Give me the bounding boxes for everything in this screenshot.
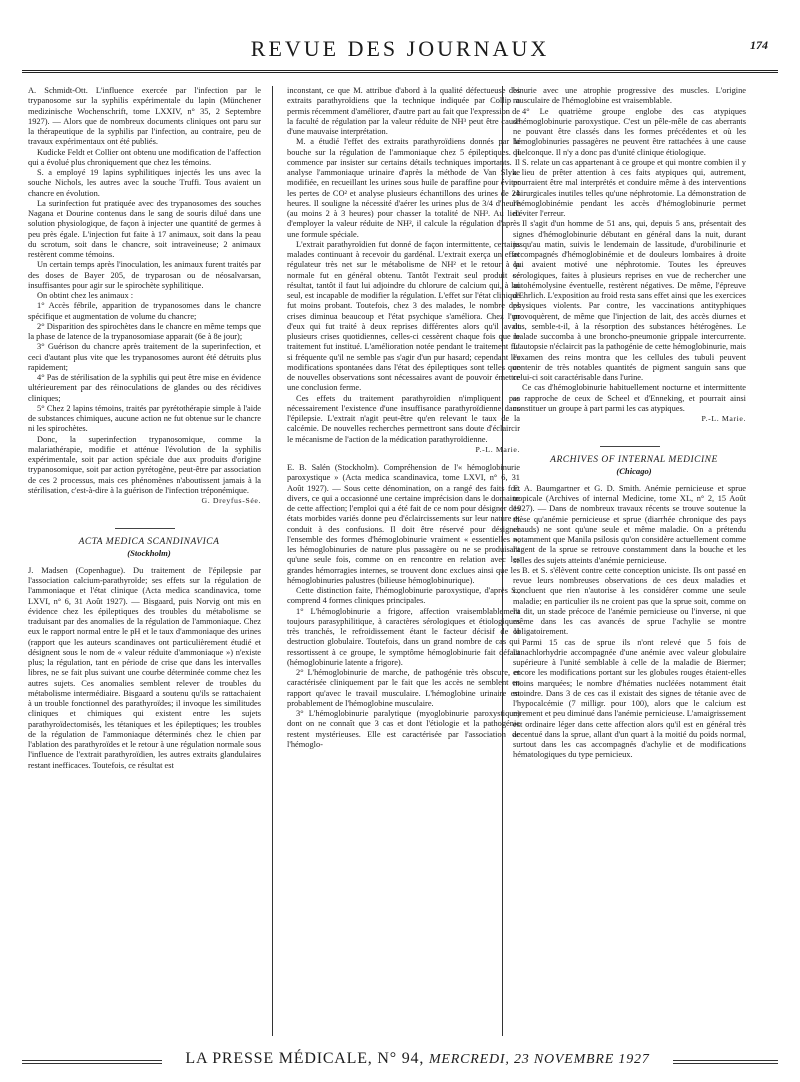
paragraph: B. et S. s'élèvent contre cette conception uniciste. Ils ont passé en revue leurs nombreuses observations de ces deux maladies et concluent que rien n'autorise à les considérer comme une seule maladie; en particulier ils ne croient pas que la sprue soit, comme on l'a dit, un stade précoce de l'anémie pernicieuse ou l'inverse, ni que même dans les cas avancés de sprue l'achylie se montre obligatoirement. bbox=[513, 565, 746, 637]
paragraph: S. a employé 19 lapins syphilitiques injectés les uns avec la souche Nichols, les autres avec la souche Truffi. Tous avaient un chancre en évolution. bbox=[28, 168, 261, 198]
column-middle bbox=[287, 86, 520, 1046]
page-header bbox=[22, 28, 778, 66]
journal-section-title: REVUE DES JOURNAUX bbox=[250, 36, 550, 61]
column-right bbox=[513, 86, 746, 1046]
list-item: 1° Accès fébrile, apparition de trypanosomes dans le chancre spécifique et augmentation de volume du chancre; bbox=[28, 301, 261, 321]
article-schmidt-ott-lead: A. Schmidt-Ott. L'influence exercée par l'infection par le trypanosome sur la syphilis expérimentale du lapin (Münchener medizinische Wochenschrift, tome LXXIV, n° 35, 2 Septembre 1927). — Alors que de nombreux documents cliniques ont paru sur la thérapeutique de la syphilis par l'infection, au contraire, peu de travaux expérimentaux ont été publiés. bbox=[28, 86, 261, 147]
paragraph: Il s'agit d'un homme de 51 ans, qui, depuis 5 ans, présentait des signes d'hémoglobinurie débutant en général dans la nuit, durant jusqu'au matin, suivis le lendemain de lassitude, d'urobilinurie et accompagnés d'hémoglobinémie et de douleurs lombaires à droite qui avaient motivé une néphrotomie. Toutes les épreuves sérologiques, faites à plusieurs reprises en vue de rechercher une autohémolysine éventuelle, restèrent négatives. De même, l'épreuve d'Ehrlich. L'exposition au froid resta sans effet ainsi que les exercices physiques violents. Par contre, les vaccinations antityphiques provoquèrent, de même que l'injection de lait, des accès diurnes et dus, semble-t-il, à la résorption des substances hétérogènes. Le malade succomba à une broncho-pneumonie grippale intercurrente. L'autopsie n'éclaircit pas la pathogénie de cette hémoglobinurie, mais l'examen des reins montra que les cellules des tubuli peuvent contenir de très notables quantités de pigment sanguin sans que celui-ci soit caractérisable dans l'urine. bbox=[513, 219, 746, 382]
list-item: 4° Pas de stérilisation de la syphilis qui peut être mise en évidence ultérieurement par des réinoculations de glandes ou des récidives cliniques; bbox=[28, 373, 261, 403]
footer-date: MERCREDI, 23 NOVEMBRE 1927 bbox=[428, 1052, 650, 1067]
author-signature: P.-L. Marie. bbox=[701, 414, 746, 423]
paragraph: Ce cas d'hémoglobinurie habituellement nocturne et intermittente se rapproche de ceux de Scheel et d'Enneking, et pourrait ainsi constituer un groupe à part parmi les cas atypiques. bbox=[513, 383, 746, 413]
paragraph: Parmi 15 cas de sprue ils n'ont relevé que 5 fois de l'anachlorhydrie accompagnée d'une anémie avec valeur globulaire supérieure à l'unité semblable à celle de la maladie de Biermer; encore les modifications portant sur les globules rouges étaient-elles moins marquées; le nombre d'hématies nucléées notamment était moindre. Dans 3 de ces cas il existait des signes de tétanie avec de l'hypocalcémie (7 milligr. pour 100), alors que le calcium est rarement et peu diminué dans l'anémie pernicieuse. L'amaigrissement est ordinaire léger dans cette affection alors qu'il est en général très accentué dans la sprue, allant d'un quart à la moitié du poids normal, surtout dans les cas accompagnés d'achylie et de modifications hématologiques du type pernicieux. bbox=[513, 637, 746, 760]
list-item: 3° L'hémoglobinurie paralytique (myoglobinurie paroxystique) dont on ne connaît que 3 cas et dont l'étiologie et la pathogénie restent mystérieuses. Elle est caractérisée par l'association de l'hémoglo- bbox=[287, 709, 520, 749]
paragraph: Un certain temps après l'inoculation, les animaux furent traités par des doses de Bayer 205, de tryparosan ou de néosalvarsan, insuffisantes pour agir sur le spirochète syphilitique. bbox=[28, 260, 261, 290]
author-signature: G. Dreyfus-Sée. bbox=[201, 496, 261, 505]
list-item: 3° Guérison du chancre après traitement de la superinfection, et ceci d'autant plus vite que les trypanosomes auront été détruits plus rapidement; bbox=[28, 342, 261, 372]
paragraph: L'extrait parathyroïdien fut donné de façon intermittente, certains malades continuant à recevoir du gardénal. L'extrait exerça un effet régulateur très net sur le métabolisme de NH² et le retour à la normale fut en général obtenu. Tantôt l'extrait seul produit ce résultat, tantôt il faut lui adjoindre du chlorure de calcium qui, à lui seul, est incapable de modifier la régulation. L'effet sur l'état clinique fut moins probant. Toutefois, chez 3 des malades, le nombre des crises diminua beaucoup et l'état psychique s'améliora. Chez l'un d'eux qui fut traité à deux reprises différentes alors qu'il avait plusieurs crises quotidiennes, celles-ci cessèrent chaque fois que le traitement fut institué. L'amélioration notée pendant le traitement fut si fréquente qu'il ne semble pas s'agir d'un pur hasard; cependant les modifications spontanées dans l'état des épileptiques sont telles que de nouvelles observations sont nécessaires avant de pouvoir émettre une conclusion ferme. bbox=[287, 239, 520, 393]
paragraph: Ces effets du traitement parathyroïdien n'impliquent pas nécessairement l'existence d'une insuffisance parathyroïdienne dans l'épilepsie. L'extrait n'agit peut-être qu'en relevant le taux de la calcémie. De nouvelles recherches permettront sans doute d'éclaircir le mécanisme de l'action de la médication parathyroïdienne. bbox=[287, 393, 520, 444]
footer-publication: LA PRESSE MÉDICALE, N° 94, bbox=[185, 1050, 425, 1067]
article-baumgartner-lead: E. A. Baumgartner et G. D. Smith. Anémie pernicieuse et sprue tropicale (Archives of internal Medicine, tome XL, n° 2, 15 Août 1927). — Dans de nombreux travaux récents se trouve soutenue la thèse qu'anémie pernicieuse et sprue (diarrhée chronique des pays chauds) ne sont qu'une seule et même maladie. On a prétendu notamment que Manila psilosis qu'on considère actuellement comme l'agent de la sprue se retrouve constamment dans la bouche et les selles des sujets atteints d'anémie pernicieuse. bbox=[513, 483, 746, 565]
page-footer bbox=[22, 1050, 778, 1070]
page-number: 174 bbox=[750, 38, 768, 52]
section-heading: ACTA MEDICA SCANDINAVICA bbox=[78, 537, 220, 548]
paragraph: Donc, la superinfection trypanosomique, comme la malariathérapie, modifie et atténue l'évolution de la syphilis expérimentale, soit par action spéciale due aux produits d'origine trypanosomique, soit par action pyrétogène, peut-être par association de ces 2 processus, mais ces phénomènes n'aboutissent jamais à la stérilisation, c'est-à-dire à la guérison de l'infection tréponémique. bbox=[28, 434, 261, 495]
author-signature: P.-L. Marie. bbox=[475, 444, 520, 454]
header-rule bbox=[22, 70, 778, 73]
paragraph: inconstant, ce que M. attribue d'abord à la qualité défectueuse des extraits parathyroïdiens que la technique indiquée par Collip a permis récemment d'améliorer, d'autre part au fait que l'expression de la faculté de régulation par la valeur réduite de NH³ peut être cause d'une mauvaise interprétation. bbox=[287, 86, 520, 136]
list-item: 5° Chez 2 lapins témoins, traités par pyrétothérapie simple à l'aide de substances chimiques, aucune action ne fut obtenue sur le chancre ni les spirochètes. bbox=[28, 403, 261, 434]
section-city: (Chicago) bbox=[616, 465, 652, 476]
column-left bbox=[28, 86, 261, 1046]
paragraph: S. relate un cas appartenant à ce groupe et qui montre combien il y a lieu de prêter attention à ces faits atypiques qui, autrement, pourraient être mal interprétés et conduire même à des interventions chirurgicales inutiles telles qu'une néphrotomie. La démonstration de l'hémoglobinémie pendant les accès d'hémoglobinurie permet d'éviter l'erreur. bbox=[513, 157, 746, 218]
paragraph: Cette distinction faite, l'hémoglobinurie paroxystique, d'après S., comprend 4 formes cliniques principales. bbox=[287, 586, 520, 606]
column-divider bbox=[272, 86, 273, 1036]
list-item: 2° L'hémoglobinurie de marche, de pathogénie très obscure, et caractérisée cliniquement par le fait que les accès ne semblent en rapport qu'avec le travail musculaire. L'hémoglobine urinaire est probablement de l'hémoglobine musculaire. bbox=[287, 668, 520, 708]
article-madsen-lead: J. Madsen (Copenhague). Du traitement de l'épilepsie par l'association calcium-parathyroïde; ses effets sur la régulation de l'ammoniaque et l'état clinique (Acta medica scandinavica, tome LXVI, n° 6, 31 Août 1927). — Bisgaard, puis Norvig ont mis en évidence chez les épileptiques des troubles du métabolisme se traduisant par des anomalies de la régulation de l'ammoniaque. Chez eux le rapport normal entre le pH et le taux d'ammoniaque des urines (rapport que les auteurs scandinaves ont particulièrement étudié et désignent sous le nom de « valeur réduite d'ammoniaque ») n'existe plus; la régulation, tant en période de crise que dans les intervalles libres, ne se fait plus suivant une courbe déterminée comme chez les autres sujets. Ces anomalies semblent relever de troubles du métabolisme intermédiaire. Bisgaard a soutenu qu'ils se rattachaient à un trouble fonctionnel des parathyroïdes; il invoque les similitudes cliniques et chimiques qui existent entre les sujets parathyroïdectomisés, les tétaniques et les épileptiques; les troubles de la régulation de l'ammoniaque déterminés chez le chien par l'ablation des parathyroïdes et le retour à une régulation normale sous l'influence de l'extrait parathyroïdien, les autres extraits glandulaires restant inefficaces. Toutefois, ce résultat est bbox=[28, 565, 261, 770]
paragraph: On obtint chez les animaux : bbox=[37, 291, 134, 300]
paragraph: Kudicke Feldt et Collier ont obtenu une modification de l'affection qui a évolué plus chroniquement que chez les témoins. bbox=[28, 147, 261, 167]
paragraph: La surinfection fut pratiquée avec des trypanosomes des souches Nagana et Dourine contenus dans le sang de souris dilué dans une solution physiologique, de façon à injecter une quantité de germes à peu près égale. L'injection fut faite à 17 animaux, soit dans la peau du scrotum, soit dans le chancre, soit intraveineuse; 2 animaux restèrent comme témoins. bbox=[28, 198, 261, 259]
section-city: (Stockholm) bbox=[127, 547, 171, 558]
list-item: 1° L'hémoglobinurie a frigore, affection vraisemblablement toujours parasyphilitique, à caractères sérologiques et étiologiques très tranchés, le refroidissement étant le facteur décisif de la destruction globulaire. Toutefois, dans un grand nombre de cas qui ressortissent à ce groupe, le symptôme hémoglobinurie fait défaut (hémoglobinurie latente a frigore). bbox=[287, 606, 520, 667]
list-item: 4° Le quatrième groupe englobe des cas atypiques d'hémoglobinurie paroxystique. C'est un pêle-mêle de cas aberrants ne pouvant être classés dans les formes précédentes et où les hémoglobinuries passagères ne peuvent être rattachées à une cause quelconque. Il n'y a donc pas d'unité clinique étiologique. bbox=[513, 106, 746, 157]
footer-rule-right bbox=[673, 1060, 778, 1064]
footer-rule-left bbox=[22, 1060, 162, 1064]
paragraph: binurie avec une atrophie progressive des muscles. L'origine musculaire de l'hémoglobine est vraisemblable. bbox=[513, 86, 746, 106]
paragraph: M. a étudié l'effet des extraits parathyroïdiens donnés par la bouche sur la régulation de l'ammoniaque chez 5 épileptiques. Il commence par insister sur certains détails techniques importants. Il analyse l'ammoniaque urinaire d'après la méthode de Van Slyke modifiée, en recueillant les urines sous huile de paraffine pour éviter les pertes de CO² et analyse plusieurs échantillons des urines de 24 heures. Il souligne la nécessité d'aérer les urines plus de 3/4 d'heure (au moins 2 à 3 heures) pour chasser la totalité de NH³. Au lieu d'employer la valeur réduite de NH², il calcule la régulation d'après une formule spéciale. bbox=[287, 137, 520, 239]
section-heading: ARCHIVES OF INTERNAL MEDICINE bbox=[550, 455, 718, 466]
article-salen-lead: E. B. Salén (Stockholm). Compréhension de l'« hémoglobinurie paroxystique » (Acta medica scandinavica, tome LXVI, n° 6, 31 Août 1927). — Sous cette dénomination, on a rangé des faits fort divers, ce qui a occasionné une certaine imprécision dans le domaine de cette affection; l'emploi qui a été fait de ce nom pour désigner des états morbides variés donne peu d'éclaircissements sur leur nature et conduit à des confusions. Il doit être réservé pour désigner l'ensemble des formes d'hémoglobinurie vraiment « essentielles », les hémoglobinuries de nature plus passagère ou ne se produisant qu'une seule fois, comme on en rencontre en relation avec les grandes hémorragies internes, se trouvent donc exclues ainsi que les hémoglobinuries palustres (bilieuse hémoglobinurique). bbox=[287, 463, 520, 585]
footer-title bbox=[172, 1050, 663, 1068]
list-item: 2° Disparition des spirochètes dans le chancre en même temps que la phase de latence de la trypanosomiase apparait (6e à 8e jour); bbox=[28, 321, 261, 341]
